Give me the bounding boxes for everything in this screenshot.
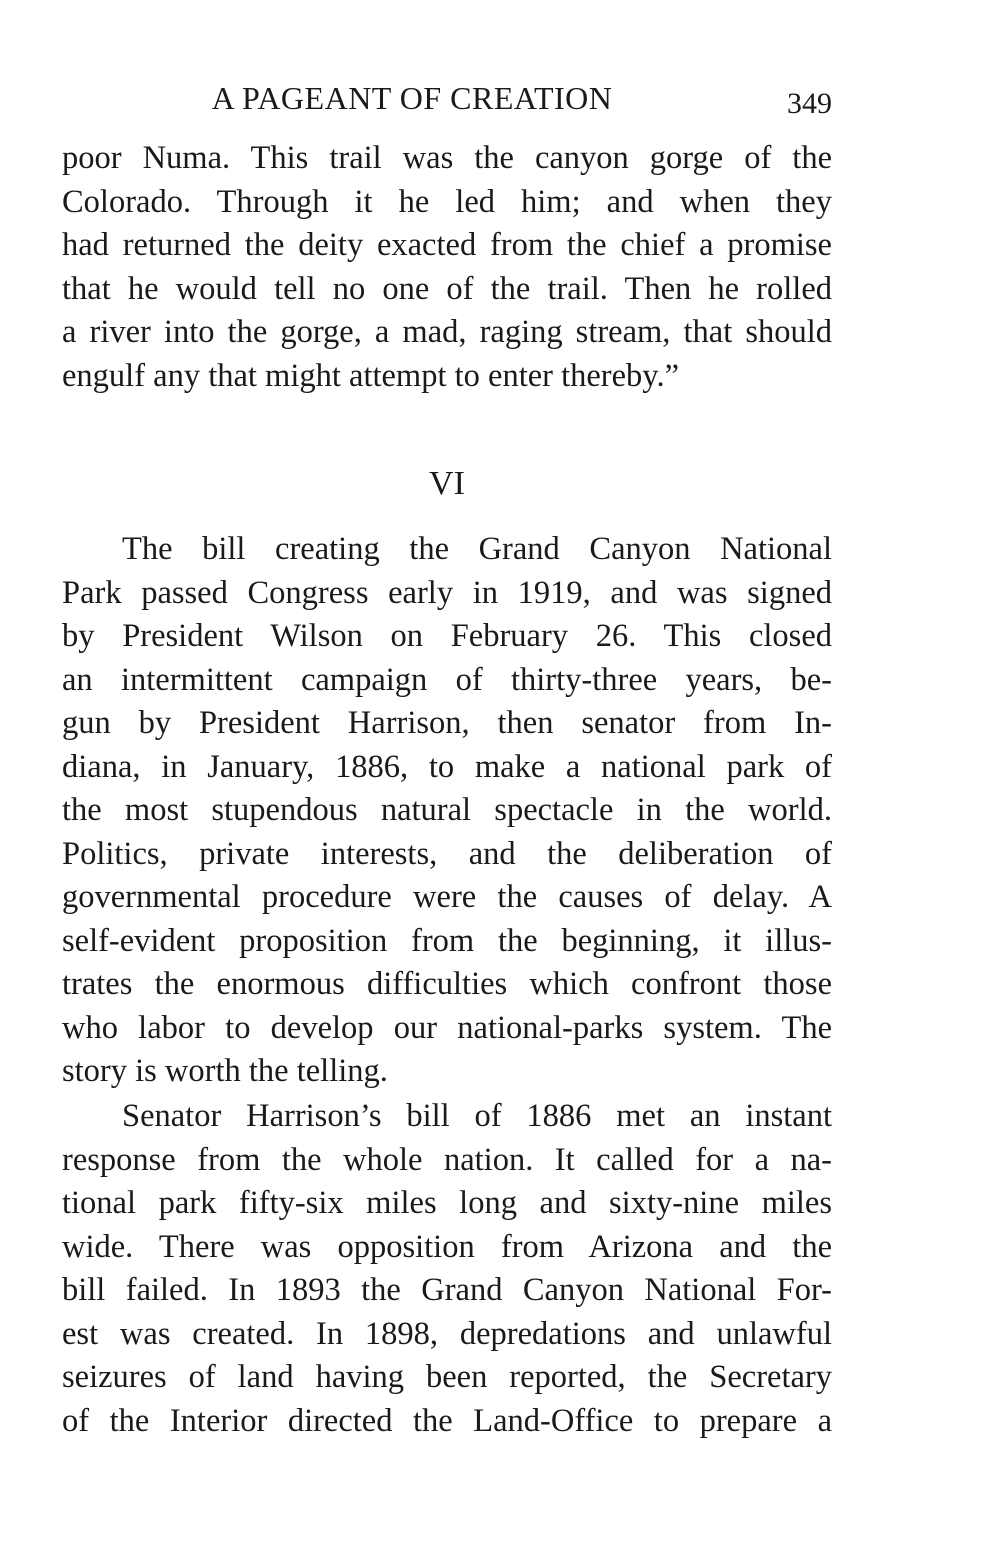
text-line: diana, in January, 1886, to make a national park of xyxy=(62,748,832,785)
text-line: response from the whole nation. It called for a na- xyxy=(62,1141,832,1178)
page-number: 349 xyxy=(787,87,832,120)
text-line: tional park fifty-six miles long and sixty-nine miles xyxy=(62,1185,832,1221)
paragraph xyxy=(62,528,832,1094)
section-heading: VI xyxy=(429,465,465,502)
running-title: A PAGEANT OF CREATION xyxy=(211,80,613,116)
text-line: an intermittent campaign of thirty-three years, be- xyxy=(62,661,832,698)
text-line: by President Wilson on February 26. This closed xyxy=(62,618,832,654)
text-line: that he would tell no one of the trail. Then he rolled xyxy=(62,270,832,307)
text-line: Colorado. Through it he led him; and when they xyxy=(62,183,832,220)
text-line: self-evident proposition from the beginning, it illus- xyxy=(62,922,832,959)
paragraph xyxy=(62,1095,832,1443)
running-header xyxy=(62,78,832,118)
text-line: story is worth the telling. xyxy=(62,1053,388,1089)
text-line: est was created. In 1898, depredations and unlawful xyxy=(62,1315,832,1352)
text-line: trates the enormous difficulties which confront those xyxy=(62,966,832,1002)
text-line: engulf any that might attempt to enter thereby.” xyxy=(62,357,679,394)
text-line: the most stupendous natural spectacle in the world. xyxy=(62,792,832,828)
text-line: a river into the gorge, a mad, raging stream, that should xyxy=(62,314,832,350)
text-line: Politics, private interests, and the deliberation of xyxy=(62,835,832,872)
text-line: bill failed. In 1893 the Grand Canyon National For- xyxy=(62,1272,832,1308)
text-line: of the Interior directed the Land-Office to prepare a xyxy=(62,1402,832,1439)
text-line: The bill creating the Grand Canyon National xyxy=(122,531,832,567)
text-line: had returned the deity exacted from the chief a promise xyxy=(62,227,832,263)
text-line: governmental procedure were the causes of delay. A xyxy=(62,879,832,915)
text-line: seizures of land having been reported, the Secretary xyxy=(62,1359,832,1395)
text-line: Park passed Congress early in 1919, and was signed xyxy=(62,574,832,611)
text-line: wide. There was opposition from Arizona and the xyxy=(62,1228,832,1265)
text-line: Senator Harrison’s bill of 1886 met an instant xyxy=(122,1098,832,1134)
text-line: poor Numa. This trail was the canyon gorge of the xyxy=(62,140,832,176)
paragraph-continued xyxy=(62,137,832,398)
text-line: gun by President Harrison, then senator from In- xyxy=(62,705,832,741)
text-line: who labor to develop our national-parks system. The xyxy=(62,1009,832,1046)
